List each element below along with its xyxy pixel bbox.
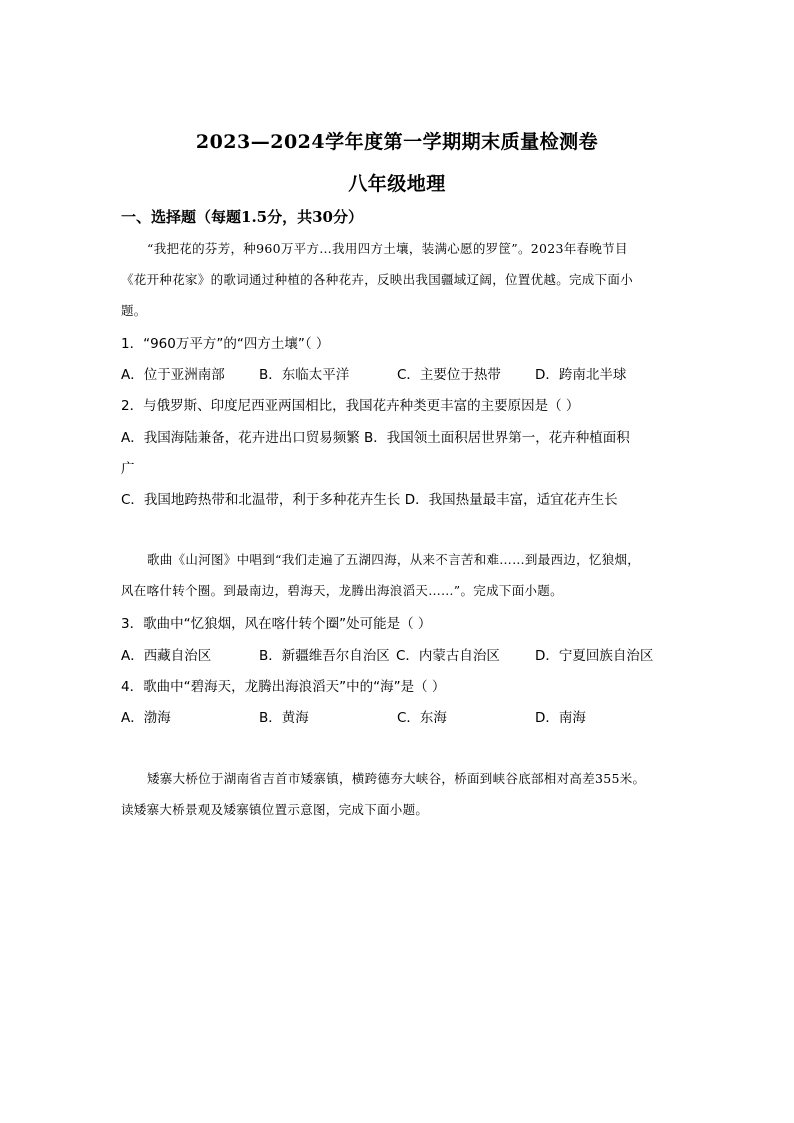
passage3-line1: 矮寨大桥位于湖南省吉首市矮寨镇，横跨德夯大峡谷，桥面到峡谷底部相对高差355米。 [147, 771, 646, 786]
question1-option-a[interactable]: A．位于亚洲南部 [121, 367, 225, 383]
question2-options-ab[interactable]: A．我国海陆兼备，花卉进出口贸易频繁 B．我国领土面积居世界第一，花卉种植面积 [121, 430, 630, 446]
passage2-line1: 歌曲《山河图》中唱到“我们走遍了五湖四海，从来不言苦和难……到最西边，忆狼烟， [147, 552, 641, 567]
exam-title: 2023—2024学年度第一学期期末质量检测卷 [195, 131, 599, 153]
question4-option-c[interactable]: C．东海 [397, 710, 447, 726]
question2-options-ab-wrap: 广 [121, 461, 135, 477]
question3-options [121, 644, 681, 666]
section-heading: 一、选择题（每题1.5分，共30分） [121, 208, 363, 226]
passage1-line3: 题。 [121, 303, 147, 318]
question1-options [121, 363, 681, 385]
question3-stem: 3．歌曲中“忆狼烟，风在喀什转个圈”处可能是（ ） [121, 616, 432, 632]
question3-option-c[interactable]: C．内蒙古自治区 [396, 648, 500, 664]
question4-option-b[interactable]: B．黄海 [259, 710, 309, 726]
question4-stem: 4．歌曲中“碧海天，龙腾出海浪滔天”中的“海”是（ ） [121, 679, 446, 695]
question1-option-b[interactable]: B．东临太平洋 [259, 367, 350, 383]
question4-option-a[interactable]: A．渤海 [121, 710, 171, 726]
question2-stem: 2．与俄罗斯、印度尼西亚两国相比，我国花卉种类更丰富的主要原因是（ ） [121, 398, 580, 414]
question3-option-d[interactable]: D．宁夏回族自治区 [535, 648, 654, 664]
passage2-line2: 风在喀什转个圈。到最南边，碧海天，龙腾出海浪滔天……”。完成下面小题。 [121, 583, 563, 598]
question3-option-b[interactable]: B．新疆维吾尔自治区 [259, 648, 390, 664]
exam-subtitle: 八年级地理 [348, 173, 446, 195]
question4-option-d[interactable]: D．南海 [535, 710, 586, 726]
passage3-line2: 读矮寨大桥景观及矮寨镇位置示意图，完成下面小题。 [121, 802, 429, 817]
question1-stem: 1．“960万平方”的“四方土壤”（ ） [121, 336, 330, 352]
question2-options-cd[interactable]: C．我国地跨热带和北温带，利于多种花卉生长 D．我国热量最丰富，适宜花卉生长 [121, 492, 618, 508]
passage1-line2: 《花开种花家》的歌词通过种植的各种花卉，反映出我国疆域辽阔，位置优越。完成下面小 [121, 272, 634, 287]
passage1-line1: “我把花的芬芳，种960万平方…我用四方土壤，装满心愿的罗筐”。2023年春晚节目 [147, 241, 628, 256]
question1-option-d[interactable]: D．跨南北半球 [535, 367, 627, 383]
question3-option-a[interactable]: A．西藏自治区 [121, 648, 212, 664]
question4-options [121, 706, 681, 728]
question1-option-c[interactable]: C．主要位于热带 [397, 367, 501, 383]
